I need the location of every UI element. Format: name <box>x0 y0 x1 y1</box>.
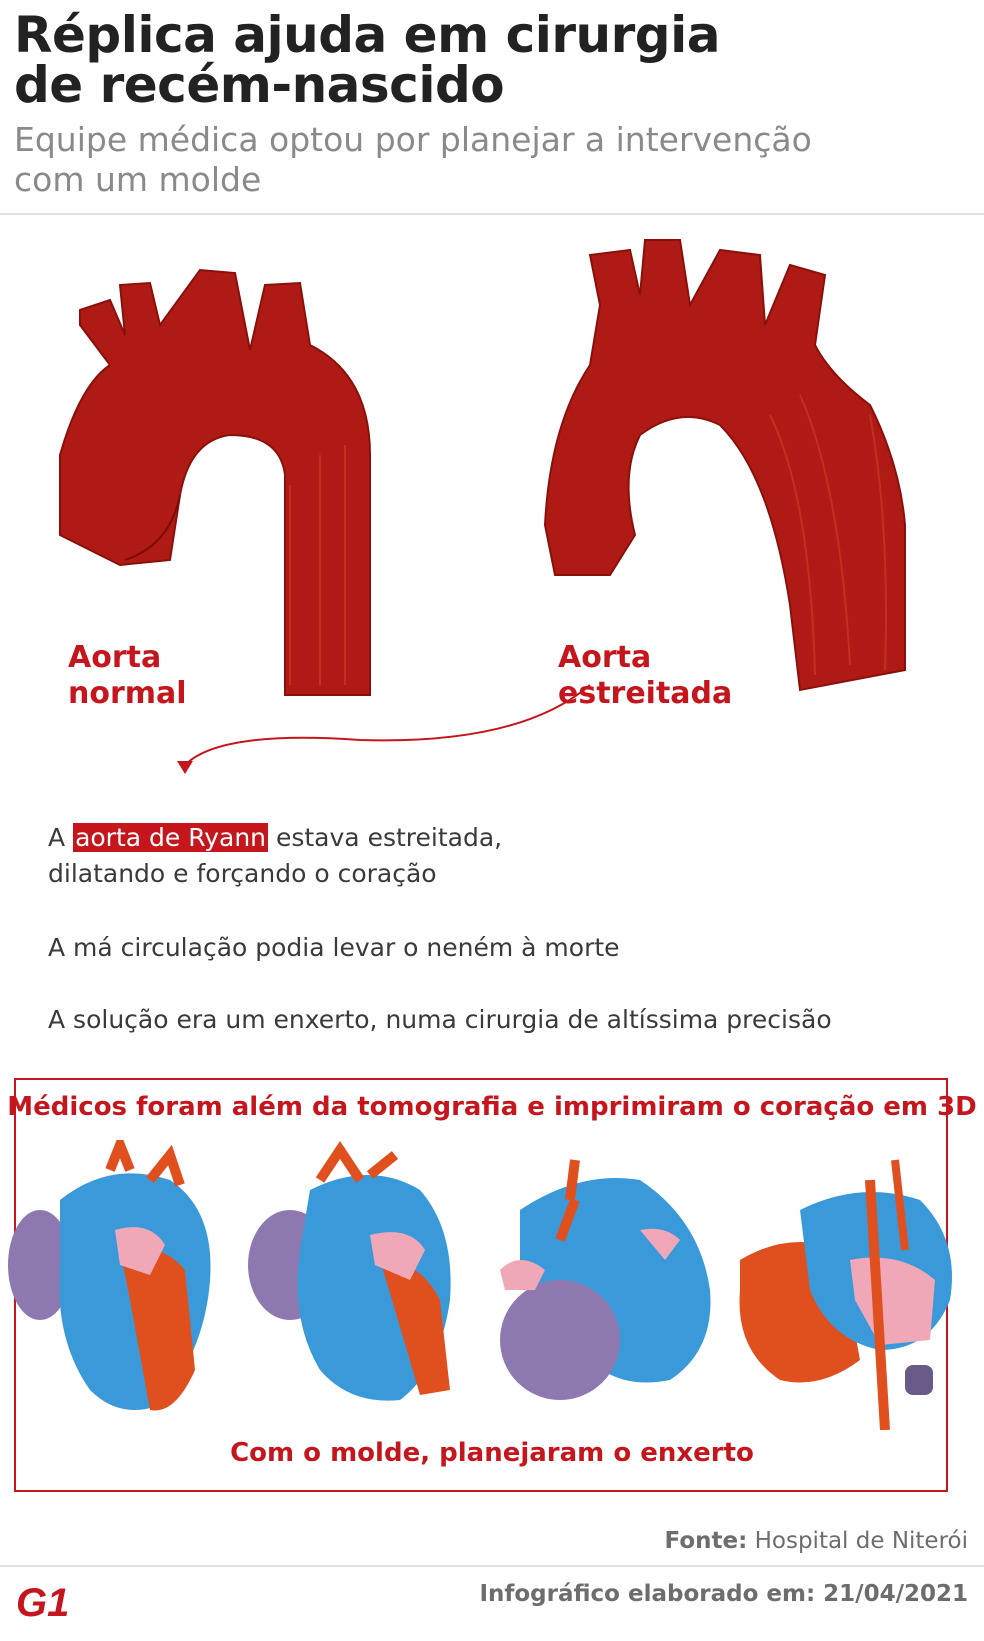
page-subtitle <box>14 120 954 200</box>
box-title: Médicos foram além da tomografia e imprimiram o coração em 3D <box>7 1092 977 1122</box>
paragraph-3: A solução era um enxerto, numa cirurgia de altíssima precisão <box>48 1005 832 1034</box>
subtitle-line-1: Equipe médica optou por planejar a intervenção <box>14 120 812 159</box>
heart-model-4 <box>740 1160 953 1430</box>
svg-text:G1: G1 <box>16 1581 70 1622</box>
pointer-arrow <box>185 685 590 765</box>
title-line-2: de recém-nascido <box>14 56 505 114</box>
3d-heart-models <box>0 1140 984 1430</box>
heart-model-2 <box>248 1150 451 1401</box>
infographic-credit: Infográfico elaborado em: 21/04/2021 <box>479 1581 968 1607</box>
box-caption: Com o molde, planejaram o enxerto <box>230 1438 754 1468</box>
g1-logo-icon[interactable] <box>14 1578 76 1622</box>
heart-model-1 <box>8 1145 211 1411</box>
footer-divider <box>0 1565 984 1567</box>
label-narrow-aorta: Aorta estreitada <box>558 640 733 711</box>
source-note: Fonte: Hospital de Niterói <box>664 1528 968 1554</box>
narrow-aorta-image <box>545 240 905 690</box>
title-line-1: Réplica ajuda em cirurgia <box>14 6 720 64</box>
subtitle-line-2: com um molde <box>14 160 262 199</box>
paragraph-2: A má circulação podia levar o neném à morte <box>48 933 620 962</box>
header-divider <box>0 213 984 215</box>
heart-model-3 <box>500 1160 711 1400</box>
page-title <box>14 6 954 114</box>
label-normal-aorta: Aorta normal <box>68 640 187 711</box>
normal-aorta-image <box>60 270 370 695</box>
highlight-ryann-aorta: aorta de Ryann <box>75 823 267 852</box>
paragraph-1: A aorta de Ryann estava estreitada, dilatando e forçando o coração <box>48 823 503 888</box>
